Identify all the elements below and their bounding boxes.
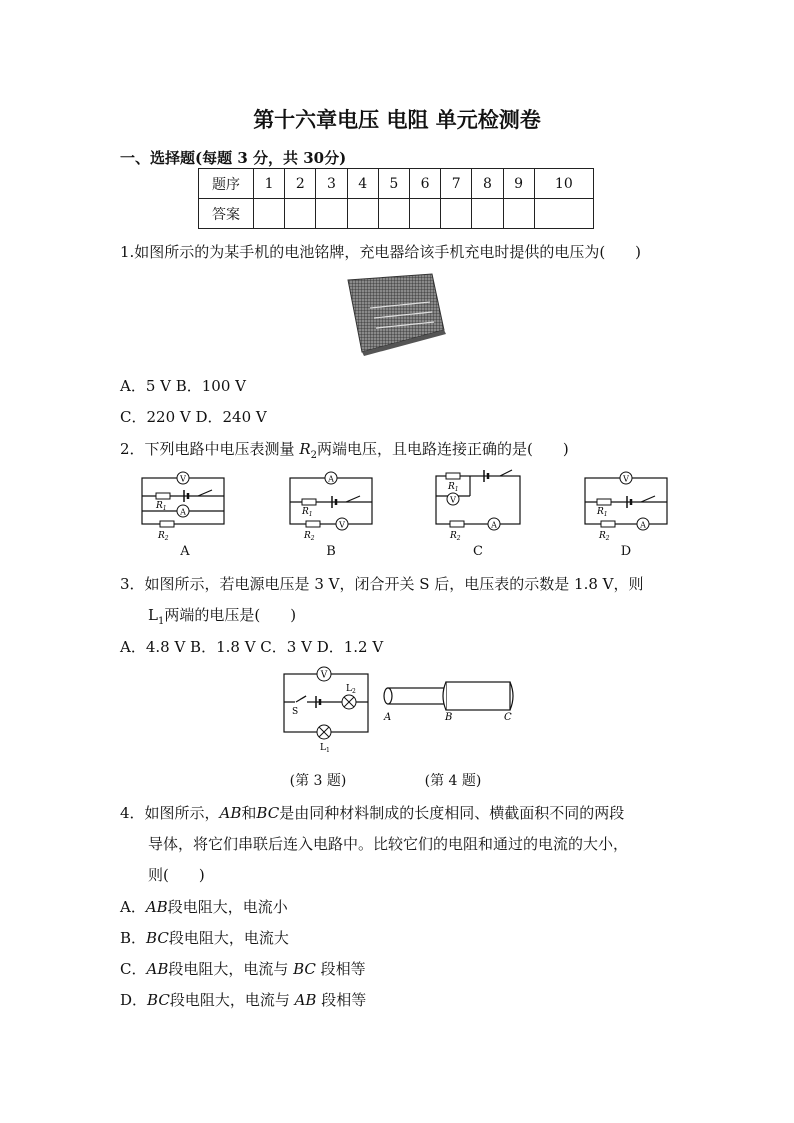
q4-option-b — [120, 927, 289, 948]
circuit-b — [284, 466, 378, 540]
number-cell: 1 — [254, 169, 285, 199]
voltmeter-label: V — [623, 474, 629, 484]
q4-stem-2: 导体，将它们串联后连入电路中。比较它们的电阻和通过的电流的大小， — [148, 835, 629, 853]
option-text: 段相等 — [316, 991, 367, 1009]
number-cell: 7 — [441, 169, 472, 199]
answer-cell[interactable] — [347, 199, 378, 229]
r2-symbol: R — [299, 440, 311, 458]
section-heading — [120, 147, 346, 168]
q3-stem-1: 3．如图所示，若电源电压是 3 V，闭合开关 S 后，电压表的示数是 1.8 V，则 — [120, 575, 644, 593]
r1-label: $R_1$ — [597, 507, 608, 518]
q4-stem-3: 则( ) — [148, 866, 205, 884]
answer-cell[interactable] — [254, 199, 285, 229]
r1-label: $R_1$ — [302, 507, 313, 518]
ammeter-label: A — [491, 520, 497, 530]
option-text: 段电阻大，电流与 — [168, 960, 294, 978]
number-cell: 4 — [347, 169, 378, 199]
answer-cell[interactable] — [409, 199, 440, 229]
answer-cell[interactable] — [316, 199, 347, 229]
label-d: D — [620, 544, 632, 559]
segment-ab: AB — [219, 804, 242, 822]
number-cell: 3 — [316, 169, 347, 199]
q4-option-c — [120, 958, 366, 979]
circuit-d — [579, 466, 673, 540]
option-letter: A． — [120, 898, 146, 916]
l1-label: $L_1$ — [320, 743, 330, 754]
label-a: A — [180, 544, 190, 559]
point-a-label: A — [384, 712, 392, 722]
segment-label: BC — [293, 960, 316, 978]
segment-label: AB — [294, 991, 317, 1009]
r2-subscript: 2 — [310, 450, 317, 461]
answer-cell[interactable] — [441, 199, 472, 229]
answer-cell[interactable] — [285, 199, 316, 229]
option-text: 段电阻大，电流小 — [167, 898, 288, 916]
ammeter-label: A — [328, 474, 334, 484]
q3-caption: (第 3 题) — [289, 773, 347, 789]
row-label: 题序 — [199, 169, 254, 199]
answer-cell[interactable] — [534, 199, 593, 229]
q4-conductor-figure — [380, 674, 520, 722]
r2-label: $R_2$ — [599, 531, 610, 540]
ammeter-label: A — [640, 520, 646, 530]
l2-label: $L_2$ — [346, 684, 356, 695]
option-text: 段相等 — [315, 960, 366, 978]
q4-stem-text: 4．如图所示， — [120, 804, 220, 822]
option-letter: C． — [120, 960, 147, 978]
q4-caption: (第 4 题) — [424, 773, 482, 789]
segment-label: BC — [146, 929, 169, 947]
segment-label: BC — [147, 991, 170, 1009]
switch-label: S — [292, 707, 299, 717]
answer-cell[interactable] — [378, 199, 409, 229]
q1-stem: 1.如图所示的为某手机的电池铭牌，充电器给该手机充电时提供的电压为( ) — [120, 243, 642, 261]
r2-label: $R_2$ — [304, 531, 315, 540]
answer-table-row — [199, 169, 594, 199]
voltmeter-label: V — [450, 495, 456, 505]
segment-label: AB — [146, 960, 169, 978]
segment-label: AB — [145, 898, 168, 916]
option-letter: D． — [120, 991, 148, 1009]
option-text: 段电阻大，电流大 — [168, 929, 289, 947]
l1-subscript: 1 — [157, 616, 165, 627]
q3-options: A．4.8 V B．1.8 V C．3 V D．1.2 V — [120, 638, 384, 656]
number-cell: 5 — [378, 169, 409, 199]
q4-option-d — [120, 989, 366, 1010]
ammeter-label: A — [180, 507, 186, 517]
label-c: C — [473, 544, 483, 559]
q4-stem-1 — [120, 802, 624, 823]
number-cell: 6 — [409, 169, 440, 199]
q2-stem — [120, 438, 569, 461]
r1-label: $R_1$ — [156, 501, 167, 512]
section-heading-text: 一、选择题(每题 3 分，共 30分) — [120, 149, 347, 167]
answer-cell[interactable] — [472, 199, 503, 229]
q4-stem-text: 和 — [241, 804, 257, 822]
q3-stem-2 — [148, 604, 296, 627]
q4-option-a — [120, 896, 288, 917]
voltmeter-label: V — [339, 520, 345, 530]
number-cell: 8 — [472, 169, 503, 199]
q1-options-1: A．5 V B．100 V — [120, 377, 246, 395]
option-text: 段电阻大，电流与 — [169, 991, 295, 1009]
q3-stem-text: 两端的电压是( ) — [164, 606, 297, 624]
l1-symbol: L — [148, 606, 158, 624]
row-label: 答案 — [199, 199, 254, 229]
point-c-label: C — [504, 712, 512, 722]
point-b-label: B — [445, 712, 453, 722]
q4-stem-text: 是由同种材料制成的长度相同、横截面积不同的两段 — [279, 804, 625, 822]
battery-label-image — [340, 268, 452, 360]
r2-label: $R_2$ — [158, 531, 169, 540]
q2-stem-text: 两端电压，且电路连接正确的是( ) — [317, 440, 569, 458]
label-b: B — [326, 544, 336, 559]
r1-label: $R_1$ — [448, 482, 459, 493]
number-cell: 2 — [285, 169, 316, 199]
voltmeter-label: V — [320, 670, 328, 681]
q3-circuit-figure — [278, 664, 374, 756]
circuit-c — [430, 462, 526, 540]
number-cell: 10 — [534, 169, 593, 199]
q2-stem-text: 2．下列电路中电压表测量 — [120, 440, 300, 458]
answer-table-row — [199, 199, 594, 229]
voltmeter-label: V — [180, 474, 186, 484]
circuit-a — [136, 466, 230, 540]
q1-options-2: C．220 V D．240 V — [120, 408, 267, 426]
answer-table — [198, 168, 594, 229]
r2-label: $R_2$ — [450, 531, 461, 540]
option-letter: B． — [120, 929, 147, 947]
segment-bc: BC — [256, 804, 280, 822]
number-cell: 9 — [503, 169, 534, 199]
answer-cell[interactable] — [503, 199, 534, 229]
page-title: 第十六章电压 电阻 单元检测卷 — [253, 107, 541, 132]
